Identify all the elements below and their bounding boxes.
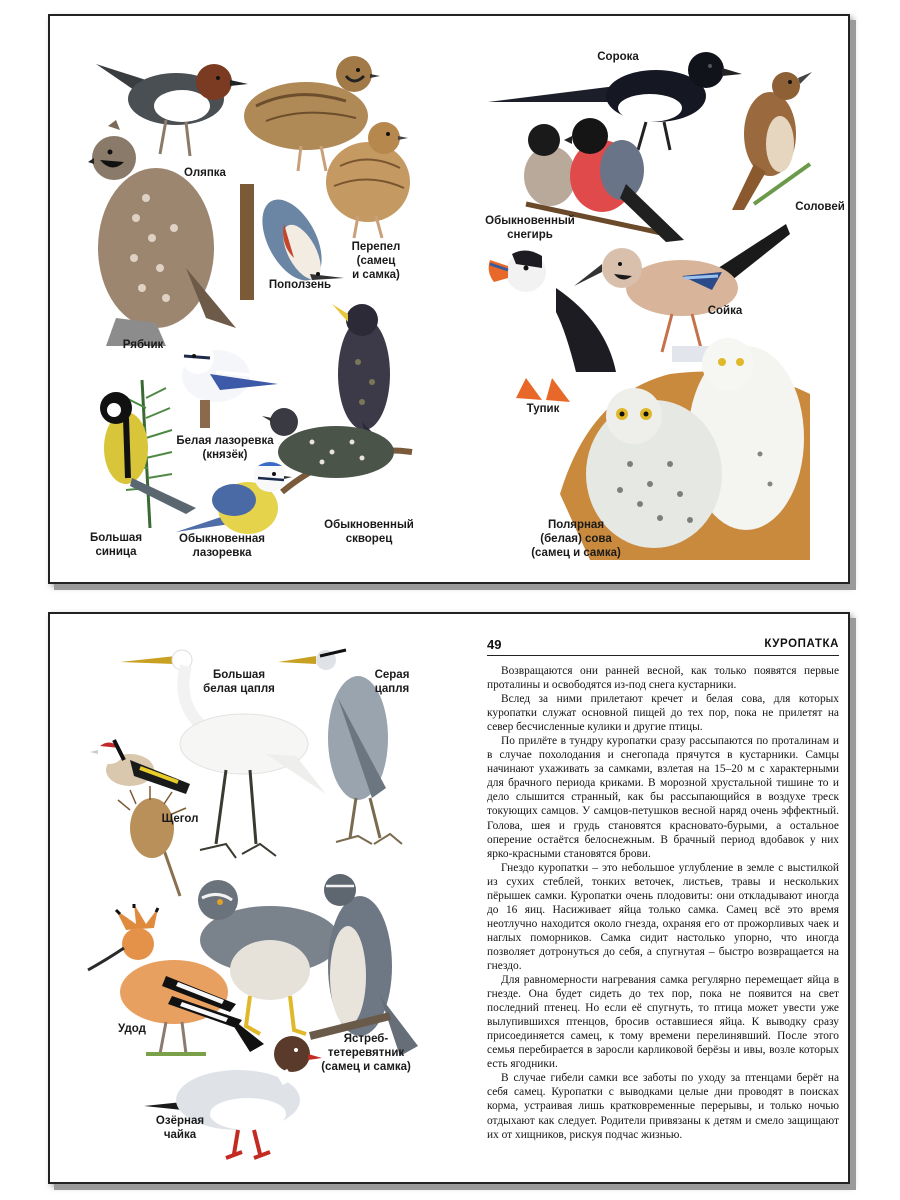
label-belaya-lazorevka: Белая лазоревка (князёк): [176, 435, 274, 461]
label-soroka: Сорока: [597, 51, 639, 63]
hazel-grouse-illustration: [86, 118, 246, 348]
label-olyapka: Оляпка: [184, 167, 226, 179]
running-title: КУРОПАТКА: [764, 638, 839, 650]
paragraph: Для равномерности нагревания самка регулярно перемещает яйца в гнезде. Она будет сидеть до тех пор, пока не появится на свет последний птенец. Но если её спугнуть, то птица может увести уже вылупившихся птенцов, бросив оставшиеся яйца. К выводку сразу присоединяется самец, к тому времени перелинявший. После этого семья перебирается в заросли карликовой берёзы и ивы, возле которых есть ягодники.: [487, 974, 839, 1071]
article-body: [487, 664, 839, 1142]
nightingale-illustration: [714, 64, 814, 212]
label-bolshaya-sinica: Большая синица: [89, 532, 143, 558]
label-obyknovenny-snegir: Обыкновенный снегирь: [485, 215, 575, 241]
paragraph: По прилёте в тундру куропатки сразу рассыпаются по проталинам и в случае похолодания и снегопада прячутся в кустарники. Самцы начинают ухаживать за самками, взлетая на 15–20 м с характерными для брачного периода криками. В морозной хрустальной тишине то и дело слышится странный, как бы рассыпающийся в воздухе треск токующих самцов. У самцов-петушков весной наряд очень эффектный. Голова, шея и грудь становятся красновато-бурыми, а остальное оперение остаётся белоснежным. В брачный период вдобавок у них ярко-красными становятся брови.: [487, 735, 839, 860]
paragraph: Возвращаются они ранней весной, как только появятся первые проталины и освободятся из-под снега кустарники.: [487, 665, 839, 692]
label-tupik: Тупик: [526, 403, 560, 415]
label-polyarnaya-sova: Полярная (белая) сова (самец и самка): [531, 519, 621, 559]
label-obyknovenny-skvorec: Обыкновенный скворец: [324, 519, 414, 545]
running-header: [487, 636, 839, 656]
label-ryabchik: Рябчик: [122, 339, 164, 351]
label-bolshaya-belaya-caplya: Большая белая цапля: [203, 669, 275, 695]
label-obyknovennaya-lazorevka: Обыкновенная лазоревка: [179, 533, 265, 559]
paragraph: В случае гибели самки все заботы по уходу за птенцами берёт на себя самец. Куропатки с выводками целые дни проводят в поисках корма, устраивая лишь кратковременные перерывы, и только ночью отдыхают как следует. Родители привязаны к детям и смело защищают их от хищников, рискуя подчас жизнью.: [487, 1072, 839, 1141]
top-page: [48, 14, 850, 584]
paragraph: Вслед за ними прилетают кречет и белая сова, для которых куропатки служат основной пищей до тех пор, пока не прилетят на север бесчисленные кулики и другие птицы.: [487, 693, 839, 734]
label-perepel: Перепел (самец и самка): [351, 241, 401, 281]
label-shchegol: Щегол: [161, 813, 199, 825]
label-seraya-caplya: Серая цапля: [374, 669, 410, 695]
label-popolzen: Поползень: [268, 279, 332, 291]
label-yastreb: Ястреб- тетеревятник (самец и самка): [321, 1033, 411, 1073]
label-solovey: Соловей: [795, 201, 845, 213]
label-soyka: Сойка: [707, 305, 743, 317]
label-udod: Удод: [118, 1023, 146, 1035]
starling-illustration: [262, 292, 422, 512]
page-number: 49: [487, 637, 502, 652]
label-ozernaya-chayka: Озёрная чайка: [155, 1115, 205, 1141]
bottom-page: [48, 612, 850, 1184]
paragraph: Гнездо куропатки – это небольшое углубление в земле с выстилкой из сухих стеблей, тонких веточек, листьев, травы и нескольких пёрышек самки. Куропатки очень плодовиты: они откладывают иногда до 16 яиц. Насиживает яйца только самка. Самец всё это время неотлучно находится около гнезда, охраняя его от прожорливых чаек и наглых поморников. Самка сидит настолько упорно, что иногда позволяет дотронуться до себя, а спугнутая – быстро возвращается на гнездо.: [487, 861, 839, 972]
